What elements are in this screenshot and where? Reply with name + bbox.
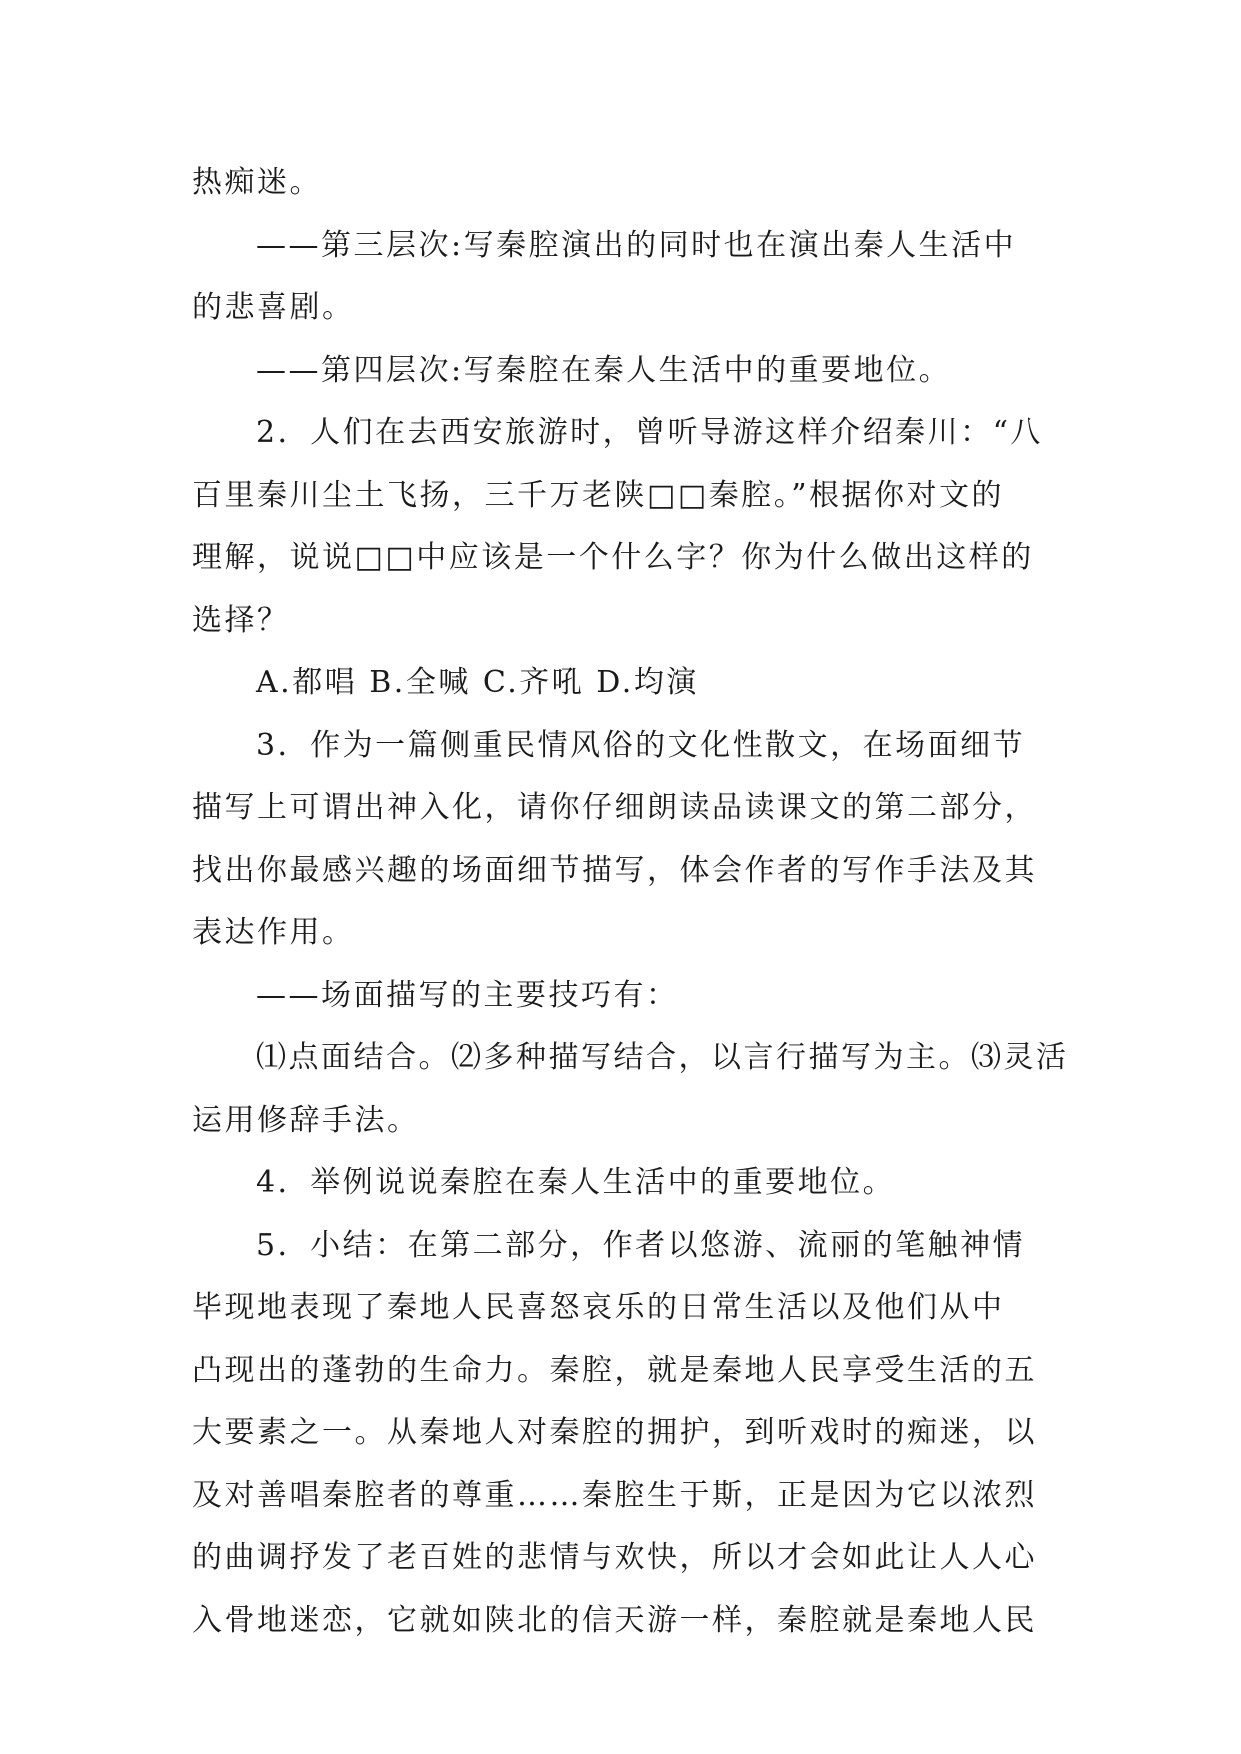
text-line: 热痴迷。 — [192, 165, 322, 200]
text-line: A.都唱 B.全喊 C.齐吼 D.均演 — [256, 665, 699, 700]
text-line: 凸现出的蓬勃的生命力。秦腔，就是秦地人民享受生活的五 — [192, 1352, 1037, 1388]
text-line: 选择？ — [192, 602, 290, 638]
text-line: 表达作用。 — [192, 915, 355, 950]
text-line: 2．人们在去西安旅游时，曾听导游这样介绍秦川：“八 — [256, 415, 1043, 450]
text-line: 描写上可谓出神入化，请你仔细朗读品读课文的第二部分， — [192, 790, 1037, 825]
text-line: ——场面描写的主要技巧有： — [256, 977, 679, 1013]
text-line: ——第三层次:写秦腔演出的同时也在演出秦人生活中 — [256, 227, 1017, 263]
text-line: 入骨地迷恋，它就如陕北的信天游一样，秦腔就是秦地人民 — [192, 1602, 1037, 1638]
text-line: 5．小结：在第二部分，作者以悠游、流丽的笔触神情 — [256, 1227, 1026, 1263]
text-line: ——第四层次:写秦腔在秦人生活中的重要地位。 — [256, 352, 952, 388]
text-line: 大要素之一。从秦地人对秦腔的拥护，到听戏时的痴迷，以 — [192, 1415, 1037, 1450]
text-line: 4．举例说说秦腔在秦人生活中的重要地位。 — [256, 1165, 896, 1200]
text-line: 的曲调抒发了老百姓的悲情与欢快，所以才会如此让人人心 — [192, 1540, 1037, 1575]
text-line: ⑴点面结合。⑵多种描写结合，以言行描写为主。⑶灵活 — [256, 1040, 1069, 1075]
text-line: 运用修辞手法。 — [192, 1102, 420, 1138]
text-line: 毕现地表现了秦地人民喜怒哀乐的日常生活以及他们从中 — [192, 1290, 1005, 1325]
text-line: 理解，说说□□中应该是一个什么字？你为什么做出这样的 — [192, 540, 1034, 575]
text-line: 找出你最感兴趣的场面细节描写，体会作者的写作手法及其 — [192, 852, 1037, 888]
document-body — [192, 152, 1069, 1652]
text-line: 的悲喜剧。 — [192, 290, 355, 325]
text-line: 及对善唱秦腔者的尊重……秦腔生于斯，正是因为它以浓烈 — [192, 1477, 1037, 1513]
text-line: 3．作为一篇侧重民情风俗的文化性散文，在场面细节 — [256, 727, 1026, 763]
text-line: 百里秦川尘土飞扬，三千万老陕□□秦腔。”根据你对文的 — [192, 477, 1005, 513]
